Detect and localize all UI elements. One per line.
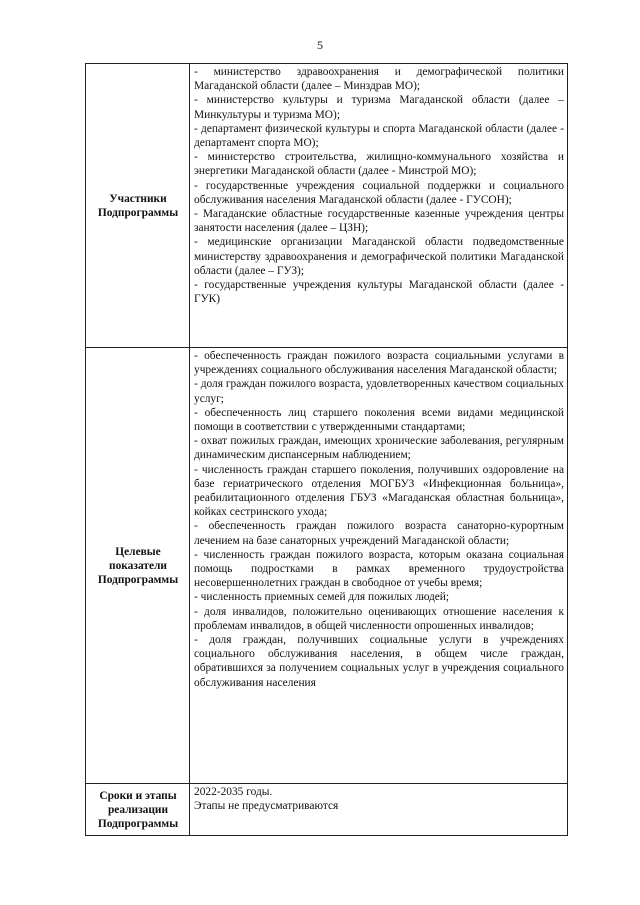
participant-item: - медицинские организации Магаданской области подведомственные министерству здравоохранения и демографической политики Магаданской области (далее – ГУЗ);	[194, 236, 564, 277]
terms-label-line3: Подпрограммы	[97, 818, 179, 831]
terms-label-line2: реализации	[107, 803, 169, 816]
indicators-content	[190, 348, 568, 784]
indicators-label-line2: показатели	[109, 559, 167, 572]
participant-item: - Магаданские областные государственные казенные учреждения центры занятости населения (далее – ЦЗН);	[194, 208, 564, 235]
terms-content	[190, 784, 568, 836]
indicators-label-line1: Целевые	[115, 545, 161, 558]
indicator-item: - обеспеченность граждан пожилого возраста социальными услугами в учреждениях социального обслуживания населения Магаданской области;	[194, 350, 564, 377]
indicator-item: - численность граждан старшего поколения, получивших оздоровление на базе гериатрического отделения МОГБУЗ «Инфекционная больница», реабилитационного отделения ГБУЗ «Магаданская областная больница», койках сестринского ухода;	[194, 463, 564, 519]
indicator-item: - доля инвалидов, положительно оценивающих отношение населения к проблемам инвалидов, в общей численности опрошенных инвалидов;	[194, 605, 564, 632]
participants-label-line2: Подпрограммы	[97, 207, 179, 219]
indicator-item: - численность граждан пожилого возраста, которым оказана социальная помощь подростками в рамках временного трудоустройства несовершеннолетних граждан в свободное от учебы время;	[194, 548, 564, 590]
terms-label-line1: Сроки и этапы	[99, 789, 177, 802]
participant-item: - государственные учреждения социальной поддержки и социального обслуживания населения Магаданской области (далее - ГУСОН);	[194, 179, 564, 206]
terms-row	[86, 784, 568, 836]
page-number: 5	[317, 38, 323, 52]
participant-item: - департамент физической культуры и спорта Магаданской области (далее - департамент спорта МО);	[194, 122, 564, 150]
participants-label-line1: Участники	[109, 192, 167, 205]
indicator-item: - доля граждан пожилого возраста, удовлетворенных качеством социальных услуг;	[194, 378, 564, 405]
subprogram-passport-table	[85, 63, 568, 836]
indicator-item: - доля граждан, получивших социальные услуги в учреждениях социального обслуживания населения, в общем числе граждан, обратившихся за получением социальных услуг в учреждения социального обслуживания населения	[194, 634, 564, 689]
participants-content	[190, 64, 568, 348]
terms-years: 2022-2035 годы.	[194, 786, 273, 798]
participant-item: - министерство строительства, жилищно-коммунального хозяйства и энергетики Магаданской области (далее - Минстрой МО);	[194, 151, 564, 178]
participant-item: - государственные учреждения культуры Магаданской области (далее - ГУК)	[194, 279, 564, 306]
indicators-label-line3: Подпрограммы	[97, 574, 179, 587]
participants-label	[86, 64, 190, 348]
indicator-item: - численность приемных семей для пожилых людей;	[194, 591, 450, 604]
indicators-label	[86, 348, 190, 784]
indicator-item: - обеспеченность граждан пожилого возраста санаторно-курортным лечением на базе санаторных учреждений Магаданской области;	[194, 520, 564, 547]
indicators-row	[86, 348, 568, 784]
indicator-item: - охват пожилых граждан, имеющих хронические заболевания, регулярным динамическим диспансерным наблюдением;	[194, 435, 564, 462]
terms-stages: Этапы не предусматриваются	[194, 800, 339, 813]
participant-item: - министерство культуры и туризма Магаданской области (далее – Минкультуры и туризма МО);	[194, 94, 564, 121]
participant-item: - министерство здравоохранения и демографической политики Магаданской области (далее – Минздрав МО);	[194, 66, 564, 93]
participants-row	[86, 64, 568, 348]
terms-label	[86, 784, 190, 836]
indicator-item: - обеспеченность лиц старшего поколения всеми видами медицинской помощи в соответствии с утвержденными стандартами;	[194, 406, 564, 434]
